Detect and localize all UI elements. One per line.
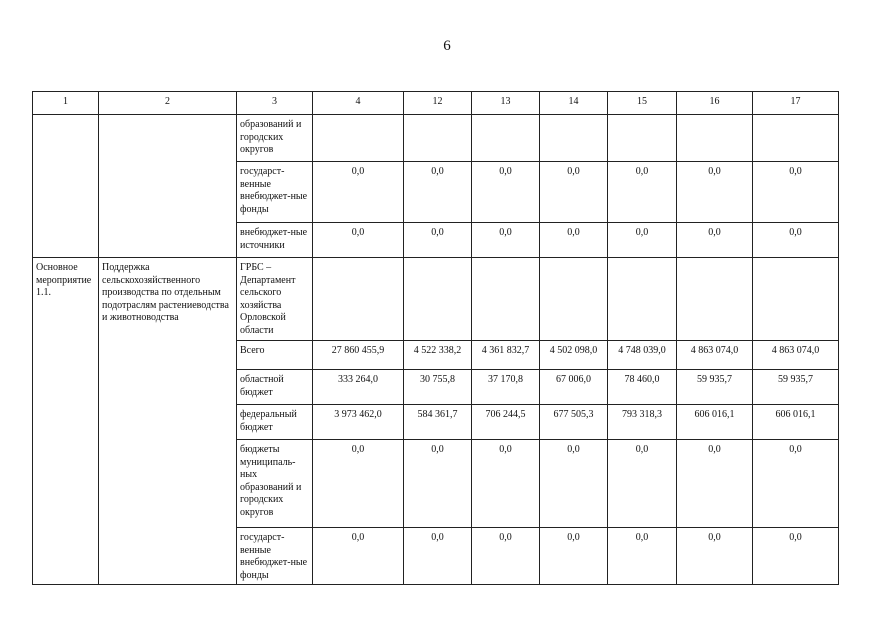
value-cell [313,115,404,162]
value-cell: 0,0 [677,162,753,223]
value-cell: 0,0 [313,223,404,258]
value-cell: 4 748 039,0 [608,341,677,370]
value-cell: 4 863 074,0 [677,341,753,370]
value-cell: 0,0 [677,440,753,528]
measure-name-cell [99,115,237,258]
measure-code-cell [33,115,99,258]
value-cell: 37 170,8 [472,370,540,405]
funding-source-cell: государст-венные внебюджет-ные фонды [237,528,313,585]
value-cell [608,258,677,341]
value-cell: 0,0 [677,528,753,585]
funding-source-cell: внебюджет-ные источники [237,223,313,258]
value-cell: 677 505,3 [540,405,608,440]
value-cell: 584 361,7 [404,405,472,440]
value-cell: 0,0 [753,223,839,258]
value-cell: 0,0 [404,440,472,528]
value-cell: 0,0 [472,440,540,528]
value-cell [753,258,839,341]
value-cell [404,258,472,341]
funding-source-cell: федеральный бюджет [237,405,313,440]
value-cell [313,258,404,341]
col-header: 16 [677,92,753,115]
measure-code-cell: Основное мероприятие 1.1. [33,258,99,585]
value-cell: 0,0 [608,440,677,528]
value-cell [677,115,753,162]
table-row [33,115,839,162]
value-cell: 0,0 [540,528,608,585]
col-header: 12 [404,92,472,115]
value-cell: 0,0 [472,528,540,585]
funding-source-cell: образований и городских округов [237,115,313,162]
value-cell: 706 244,5 [472,405,540,440]
value-cell: 30 755,8 [404,370,472,405]
budget-table [32,91,839,585]
value-cell: 793 318,3 [608,405,677,440]
funding-source-cell: ГРБС – Департамент сельского хозяйства Орловской области [237,258,313,341]
value-cell [404,115,472,162]
value-cell [472,115,540,162]
value-cell [472,258,540,341]
value-cell: 59 935,7 [677,370,753,405]
value-cell: 0,0 [472,162,540,223]
value-cell [540,115,608,162]
value-cell: 0,0 [472,223,540,258]
funding-source-cell: Всего [237,341,313,370]
value-cell: 3 973 462,0 [313,405,404,440]
value-cell [540,258,608,341]
value-cell: 0,0 [753,440,839,528]
col-header: 1 [33,92,99,115]
value-cell: 0,0 [313,528,404,585]
value-cell: 0,0 [608,528,677,585]
value-cell: 4 502 098,0 [540,341,608,370]
funding-source-cell: бюджеты муниципаль-ных образований и городских округов [237,440,313,528]
value-cell: 0,0 [404,162,472,223]
col-header: 3 [237,92,313,115]
value-cell: 4 863 074,0 [753,341,839,370]
value-cell [753,115,839,162]
value-cell: 4 361 832,7 [472,341,540,370]
value-cell: 4 522 338,2 [404,341,472,370]
value-cell: 78 460,0 [608,370,677,405]
col-header: 13 [472,92,540,115]
value-cell: 606 016,1 [677,405,753,440]
value-cell: 59 935,7 [753,370,839,405]
value-cell [677,258,753,341]
col-header: 15 [608,92,677,115]
measure-name-cell: Поддержка сельскохозяйственного производства по отдельным подотраслям растениеводства и животноводства [99,258,237,585]
page-number: 6 [443,38,451,54]
value-cell: 0,0 [677,223,753,258]
value-cell: 333 264,0 [313,370,404,405]
col-header: 17 [753,92,839,115]
funding-source-cell: государст-венные внебюджет-ные фонды [237,162,313,223]
header-row [33,92,839,115]
value-cell: 27 860 455,9 [313,341,404,370]
value-cell: 0,0 [540,223,608,258]
funding-source-cell: областной бюджет [237,370,313,405]
value-cell: 0,0 [540,162,608,223]
value-cell: 0,0 [404,528,472,585]
value-cell: 67 006,0 [540,370,608,405]
col-header: 14 [540,92,608,115]
value-cell: 0,0 [608,162,677,223]
value-cell: 0,0 [753,528,839,585]
value-cell: 0,0 [753,162,839,223]
col-header: 4 [313,92,404,115]
table-row [33,258,839,341]
value-cell: 0,0 [608,223,677,258]
value-cell: 0,0 [404,223,472,258]
value-cell [608,115,677,162]
value-cell: 0,0 [540,440,608,528]
value-cell: 0,0 [313,440,404,528]
col-header: 2 [99,92,237,115]
value-cell: 606 016,1 [753,405,839,440]
value-cell: 0,0 [313,162,404,223]
